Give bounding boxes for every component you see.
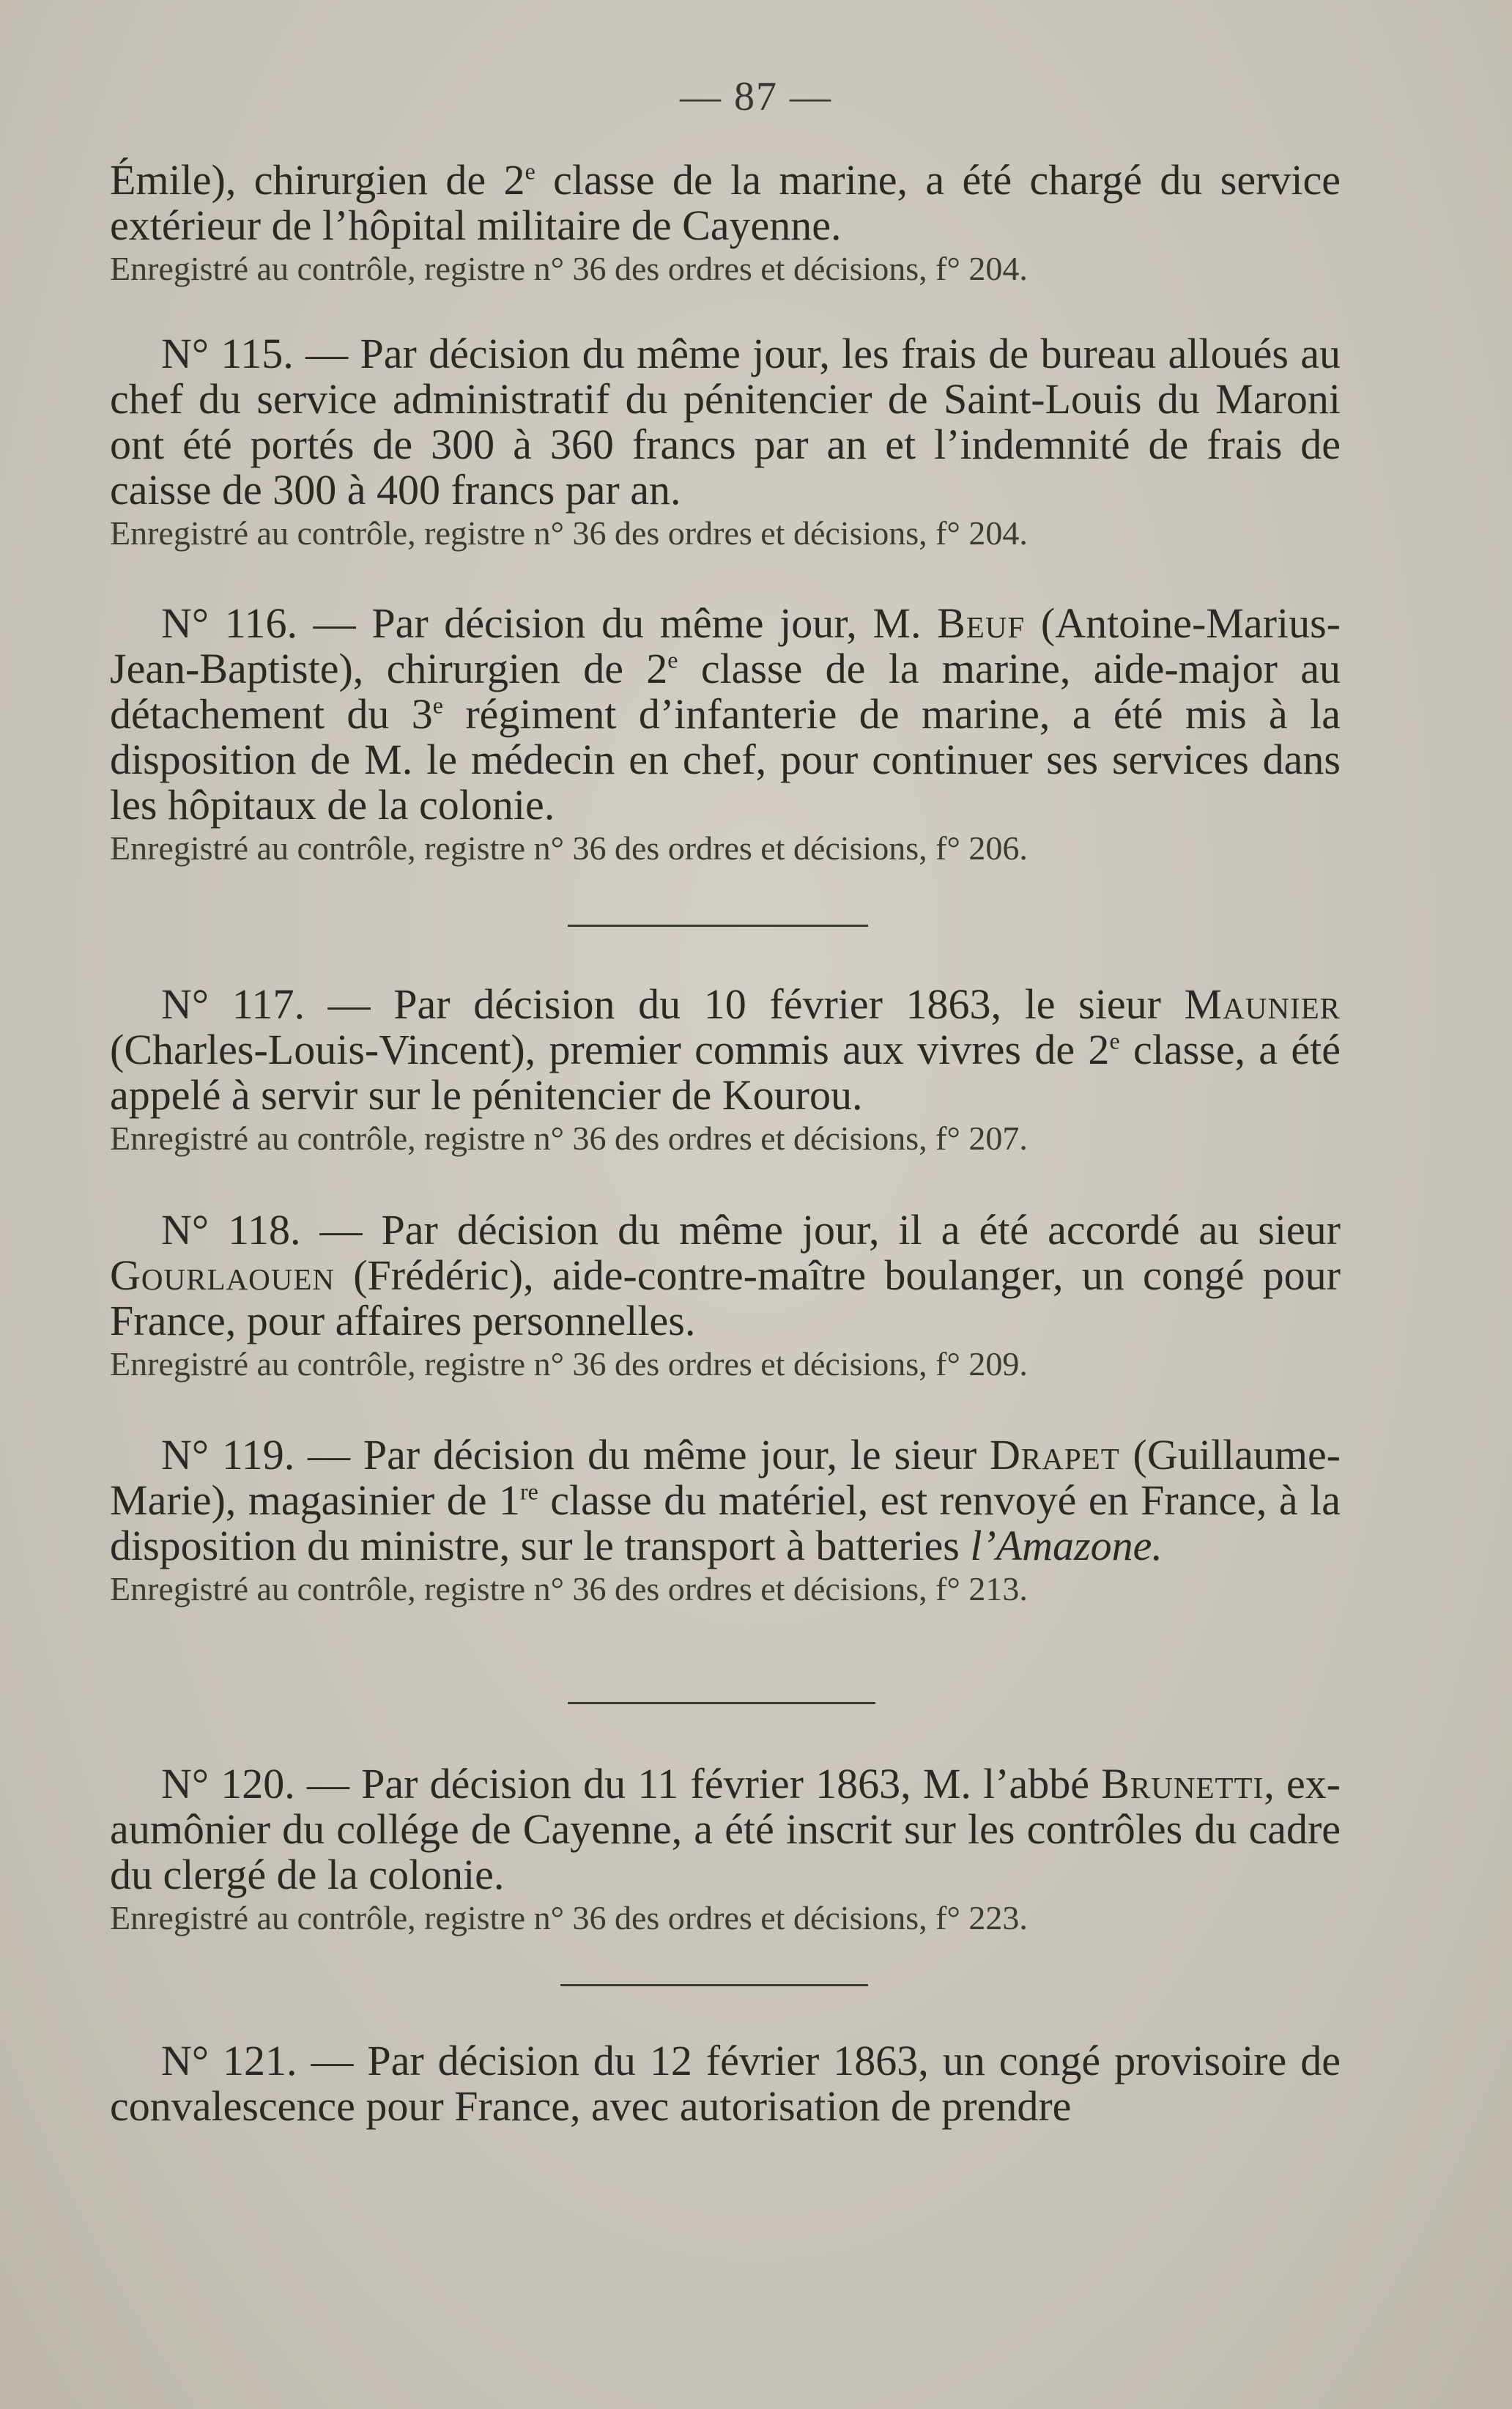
entry-116 (110, 601, 1341, 869)
person-name: Beuf (937, 599, 1026, 647)
registration-note: Enregistré au contrôle, registre n° 36 des ordres et décisions, f° 209. (110, 1345, 1028, 1383)
ship-name: l’Amazone. (970, 1522, 1163, 1569)
person-name: Brunetti (1101, 1760, 1264, 1807)
section-divider (568, 925, 868, 927)
registration-note: Enregistré au contrôle, registre n° 36 des ordres et décisions, f° 206. (110, 829, 1028, 867)
registration-note: Enregistré au contrôle, registre n° 36 des ordres et décisions, f° 204. (110, 514, 1028, 552)
entry-115 (110, 331, 1341, 554)
section-divider (560, 1984, 868, 1986)
entry-119 (110, 1432, 1341, 1610)
entry-text: N° 117. — Par décision du 10 février 1863, le sieur Maunier (Charles-Louis-Vincent), premier commis aux vivres de 2e classe, a été appelé à servir sur le pénitencier de Kourou. (110, 980, 1341, 1119)
person-name: Gourlaouen (110, 1251, 335, 1299)
entry-text: N° 118. — Par décision du même jour, il a été accordé au sieur Gourlaouen (Frédéric), aide-contre-maître boulanger, un congé pour France, pour affaires personnelles. (110, 1206, 1341, 1344)
registration-note: Enregistré au contrôle, registre n° 36 des ordres et décisions, f° 204. (110, 250, 1028, 287)
entry-121 (110, 2038, 1341, 2129)
section-divider (568, 1702, 875, 1704)
entry-text: N° 116. — Par décision du même jour, M. Beuf (Antoine-Marius-Jean-Baptiste), chirurgien de 2e classe de la marine, aide-major au détachement du 3e régiment d’infanterie de marine, a été mis à la disposition de M. le médecin en chef, pour continuer ses services dans les hôpitaux de la colonie. (110, 599, 1341, 829)
entry-continuation (110, 158, 1341, 289)
registration-note: Enregistré au contrôle, registre n° 36 des ordres et décisions, f° 223. (110, 1899, 1028, 1936)
person-name: Maunier (1184, 980, 1341, 1028)
entry-text: Émile), chirurgien de 2e classe de la marine, a été chargé du service extérieur de l’hôpital militaire de Cayenne. (110, 156, 1341, 249)
entry-117 (110, 982, 1341, 1159)
entry-text: N° 120. — Par décision du 11 février 1863, M. l’abbé Brunetti, ex-aumônier du collége de Cayenne, a été inscrit sur les contrôles du cadre du clergé de la colonie. (110, 1760, 1341, 1898)
entry-text: N° 119. — Par décision du même jour, le sieur Drapet (Guillaume-Marie), magasinier de 1re classe du matériel, est renvoyé en France, à la disposition du ministre, sur le transport à batteries l’Amazone. (110, 1431, 1341, 1569)
person-name: Drapet (990, 1431, 1120, 1479)
entry-text: N° 121. — Par décision du 12 février 1863, un congé provisoire de convalescence pour France, avec autorisation de prendre (110, 2037, 1341, 2130)
entry-118 (110, 1207, 1341, 1385)
entry-120 (110, 1761, 1341, 1939)
registration-note: Enregistré au contrôle, registre n° 36 des ordres et décisions, f° 213. (110, 1570, 1028, 1607)
registration-note: Enregistré au contrôle, registre n° 36 des ordres et décisions, f° 207. (110, 1120, 1028, 1157)
entry-text: N° 115. — Par décision du même jour, les frais de bureau alloués au chef du service administratif du pénitencier de Saint-Louis du Maroni ont été portés de 300 à 360 francs par an et l’indemnité de frais de caisse de 300 à 400 francs par an. (110, 330, 1341, 514)
page-number: — 87 — (680, 74, 832, 119)
